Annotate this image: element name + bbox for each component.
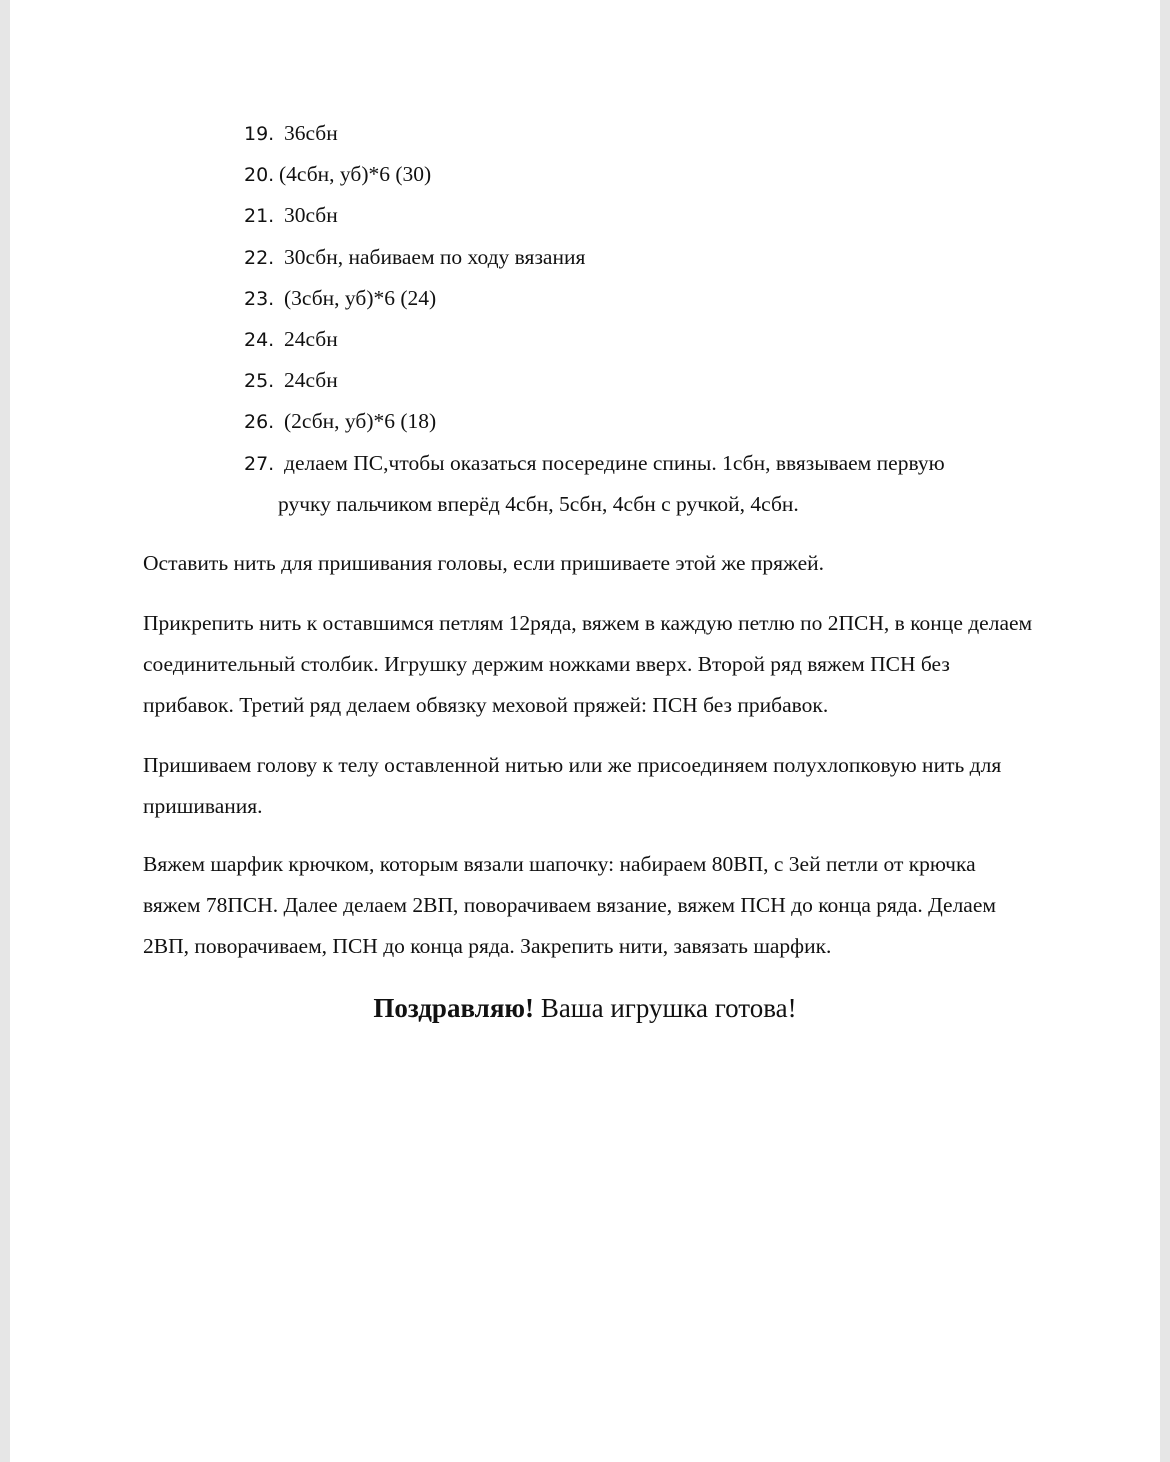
row-text: делаем ПС,чтобы оказаться посередине спины. 1сбн, ввязываем первую [284,450,945,475]
list-item [244,237,1024,278]
paragraph-sew-head: Пришиваем голову к телу оставленной нитью или же присоединяем полухлопковую нить для пришивания. [143,753,1002,818]
list-item [244,360,1024,401]
list-item [244,154,1024,195]
viewer-left-edge [0,0,10,1462]
row-number: 24. [244,328,275,351]
row-text: 24сбн [284,368,338,393]
row-number: 19. [244,123,275,145]
row-text-continuation: ручку пальчиком вперёд 4сбн, 5сбн, 4сбн с ручкой, 4сбн. [278,491,799,516]
row-text: 30сбн [284,203,338,228]
list-item [244,278,1024,319]
row-number: 22. [244,246,275,269]
congratulations-line [10,988,1160,1028]
row-number: 20. [244,164,275,187]
row-number: 21. [244,205,275,228]
row-text: 30сбн, набиваем по ходу вязания [284,244,586,269]
paragraph-attach-thread: Прикрепить нить к оставшимся петлям 12ряда, вяжем в каждую петлю по 2ПСН, в конце делаем соединительный столбик. Игрушку держим ножками вверх. Второй ряд вяжем ПСН без прибавок. Третий ряд делаем обвязку меховой пряжей: ПСН без прибавок. [143,611,1033,717]
document-page [10,0,1160,1462]
row-text: 24сбн [284,326,338,351]
row-text: (2сбн, уб)*6 (18) [284,409,437,434]
list-item [244,195,1024,236]
list-item [244,113,1024,154]
paragraph-scarf: Вяжем шарфик крючком, которым вязали шапочку: набираем 80ВП, с 3ей петли от крючка вяжем 78ПСН. Далее делаем 2ВП, поворачиваем вязание, вяжем ПСН до конца ряда. Делаем 2ВП, поворачиваем, ПСН до конца ряда. Закрепить нити, завязать шарфик. [143,852,996,958]
row-text: (4сбн, уб)*6 (30) [279,162,432,187]
list-item [244,401,1024,442]
viewer-right-edge [1160,0,1170,1462]
row-text: (3сбн, уб)*6 (24) [284,285,437,310]
row-number: 26. [244,411,275,434]
row-instructions-list [244,113,1024,525]
row-number: 27. [244,452,275,475]
list-item [244,443,1024,525]
paragraph-leave-thread: Оставить нить для пришивания головы, если пришиваете этой же пряжей. [143,551,825,575]
congratulations-bold: Поздравляю! [373,993,535,1023]
row-text: 36сбн [284,121,338,145]
row-number: 23. [244,287,275,310]
row-number: 25. [244,370,275,393]
list-item [244,319,1024,360]
congratulations-text: Ваша игрушка готова! [534,993,797,1023]
